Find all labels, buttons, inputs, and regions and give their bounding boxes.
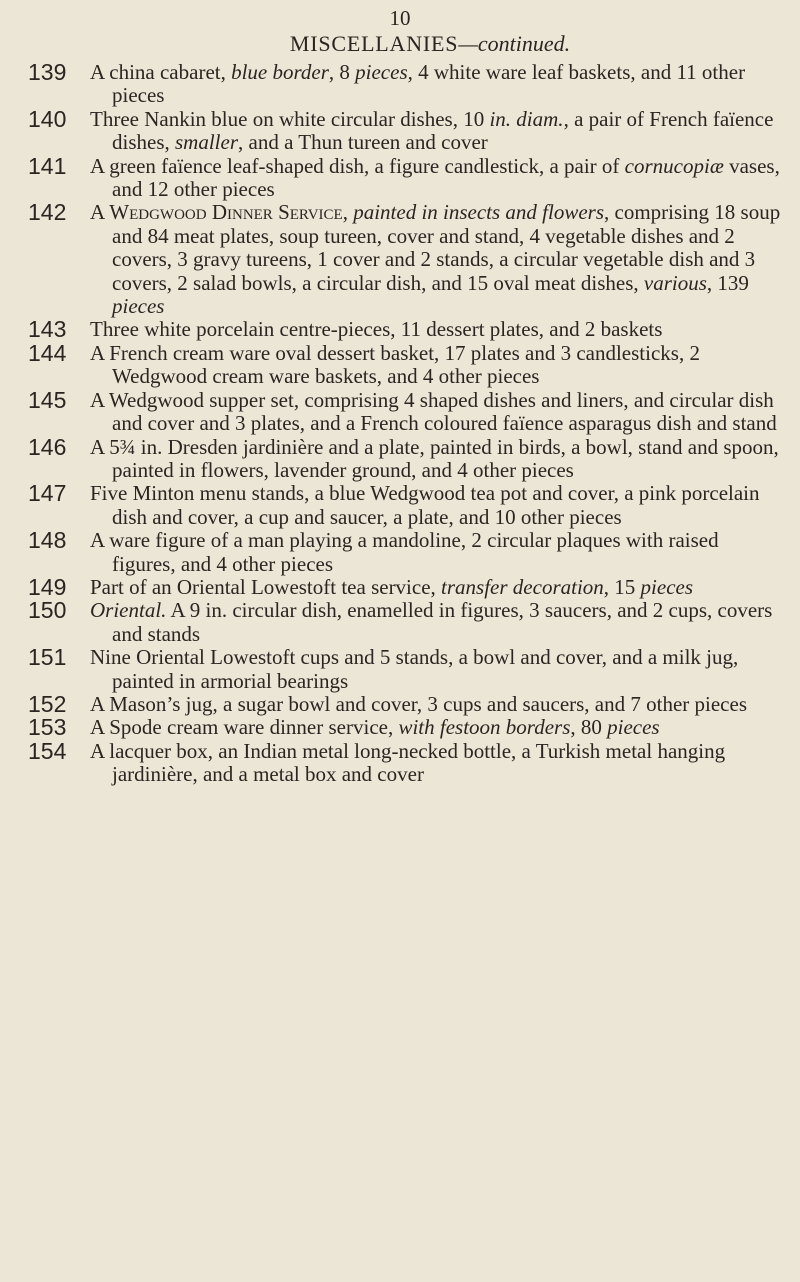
- lot-text-segment: A Wedgwood supper set, comprising 4 shaped dishes and liners, and circular dish and cover and 3 plates, and a French coloured faïence asparagus dish and stand: [90, 387, 777, 436]
- lot-text-segment: cornucopiæ: [624, 153, 724, 178]
- lot-text-segment: , 4 white ware leaf baskets, and 11 other pieces: [112, 60, 746, 108]
- lot-text-segment: pieces: [112, 294, 165, 319]
- lot-description: [90, 389, 782, 436]
- lot-entry: [0, 737, 800, 787]
- lot-description: [90, 693, 782, 716]
- lot-entry: [0, 599, 800, 646]
- lot-description: [90, 599, 782, 646]
- lot-text-segment: ,: [342, 200, 354, 225]
- lot-description: [90, 482, 782, 529]
- lot-text-segment: , 15: [603, 574, 641, 599]
- lot-number: 151: [28, 644, 67, 671]
- lot-text-segment: in. diam.: [489, 106, 564, 131]
- lot-number: 143: [28, 316, 67, 343]
- lot-text-segment: painted in insects and flowers: [353, 200, 605, 225]
- section-title: MISCELLANIES: [289, 31, 459, 56]
- lot-entry: [0, 573, 800, 600]
- lot-entry: [0, 152, 800, 202]
- lot-number: 145: [28, 386, 67, 413]
- lot-entry: [0, 529, 800, 576]
- lot-text-segment: Wedgwood Dinner Service: [109, 200, 343, 225]
- lot-text-segment: , a pair of French faïence dishes,: [112, 106, 774, 155]
- lot-text-segment: various: [643, 270, 707, 295]
- lot-number: 154: [28, 737, 67, 764]
- lot-description: [90, 646, 782, 693]
- lot-description: [90, 155, 782, 202]
- lot-number: 146: [28, 433, 67, 460]
- lot-text-segment: A 5¾ in. Dresden jardinière and a plate, painted in birds, a bowl, stand and spoon, painted in flowers, lavender ground, and 4 other pieces: [90, 434, 779, 482]
- lot-text-segment: pieces: [640, 574, 694, 599]
- page-number: 10: [389, 6, 411, 30]
- lot-entry: [0, 201, 800, 318]
- lot-description: [90, 436, 782, 483]
- lot-description: [90, 342, 782, 389]
- lot-number: 141: [28, 152, 67, 179]
- lot-number: 147: [28, 480, 67, 507]
- lot-entry: [0, 386, 800, 436]
- lot-list: [0, 61, 800, 787]
- lot-text-segment: Part of an Oriental Lowestoft tea service,: [90, 574, 442, 599]
- lot-description: [90, 201, 782, 318]
- lot-number: 152: [28, 690, 67, 717]
- lot-number: 140: [28, 105, 67, 132]
- lot-description: [90, 61, 782, 108]
- lot-text-segment: , 80: [570, 715, 608, 740]
- lot-text-segment: Oriental.: [90, 598, 167, 623]
- lot-text-segment: Five Minton menu stands, a blue Wedgwood tea pot and cover, a pink porcelain dish and cover, a cup and saucer, a plate, and 10 other pieces: [90, 481, 760, 529]
- lot-text-segment: Nine Oriental Lowestoft cups and 5 stands, a bowl and cover, and a milk jug, painted in armorial bearings: [90, 645, 739, 693]
- lot-text-segment: , and a Thun tureen and cover: [238, 130, 488, 155]
- lot-text-segment: A ware figure of a man playing a mandoline, 2 circular plaques with raised figures, and 4 other pieces: [90, 528, 719, 576]
- lot-entry: [0, 716, 800, 739]
- lot-text-segment: , 139: [706, 270, 749, 295]
- lot-number: 148: [28, 527, 67, 554]
- lot-text-segment: smaller: [175, 130, 238, 155]
- lot-number: 153: [28, 714, 67, 741]
- lot-text-segment: Three Nankin blue on white circular dishes, 10: [90, 106, 490, 131]
- lot-entry: [0, 61, 800, 108]
- section-continued: —continued.: [458, 31, 571, 56]
- lot-text-segment: A china cabaret,: [90, 60, 232, 84]
- lot-description: [90, 716, 782, 739]
- lot-text-segment: A Mason’s jug, a sugar bowl and cover, 3 cups and saucers, and 7 other pieces: [90, 691, 747, 716]
- lot-text-segment: transfer decoration: [441, 574, 604, 599]
- lot-text-segment: A green faïence leaf-shaped dish, a figure candlestick, a pair of: [90, 153, 625, 178]
- lot-entry: [0, 318, 800, 341]
- lot-number: 144: [28, 339, 67, 366]
- lot-number: 150: [28, 597, 67, 624]
- lot-number: 149: [28, 573, 67, 600]
- lot-entry: [0, 690, 800, 717]
- lot-entry: [0, 646, 800, 693]
- lot-description: [90, 318, 782, 341]
- lot-description: [90, 740, 782, 787]
- lot-number: 139: [28, 59, 67, 85]
- lot-entry: [0, 339, 800, 389]
- lot-text-segment: A French cream ware oval dessert basket, 17 plates and 3 candlesticks, 2 Wedgwood cream ware baskets, and 4 other pieces: [90, 340, 700, 389]
- lot-text-segment: blue border: [231, 60, 329, 84]
- section-heading: [110, 31, 750, 57]
- lot-entry: [0, 433, 800, 483]
- lot-text-segment: pieces: [607, 715, 660, 740]
- lot-text-segment: A lacquer box, an Indian metal long-necked bottle, a Turkish metal hanging jardinière, and a metal box and cover: [90, 738, 726, 787]
- lot-text-segment: pieces: [355, 60, 408, 84]
- lot-entry: [0, 482, 800, 529]
- lot-number: 142: [28, 199, 67, 226]
- lot-text-segment: , comprising 18 soup and 84 meat plates, soup tureen, cover and stand, 4 vegetable dishes and 2 covers, 3 gravy tureens, 1 cover and 2 stands, a circular vegetable dish and 3 covers, 2 salad bowls, a circular dish, and 15 oval meat dishes,: [112, 200, 781, 295]
- lot-text-segment: Three white porcelain centre-pieces, 11 dessert plates, and 2 baskets: [90, 317, 663, 342]
- lot-text-segment: , 8: [328, 60, 356, 84]
- lot-description: [90, 108, 782, 155]
- lot-entry: [0, 105, 800, 155]
- lot-description: [90, 529, 782, 576]
- lot-text-segment: vases, and 12 other pieces: [112, 153, 780, 202]
- lot-text-segment: A Spode cream ware dinner service,: [90, 715, 399, 740]
- lot-description: [90, 576, 782, 599]
- lot-text-segment: with festoon borders: [398, 715, 571, 740]
- lot-text-segment: A: [90, 200, 110, 225]
- lot-text-segment: A 9 in. circular dish, enamelled in figures, 3 saucers, and 2 cups, covers and stands: [112, 598, 773, 646]
